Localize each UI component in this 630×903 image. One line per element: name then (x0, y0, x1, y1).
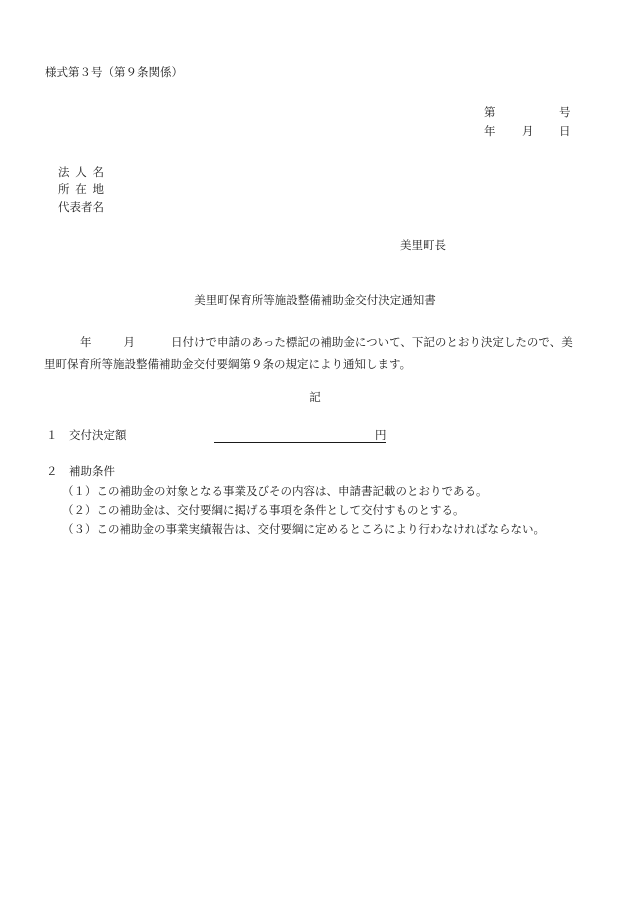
amount-underline (214, 442, 386, 443)
condition-2: （２）この補助金は、交付要綱に掲げる事項を条件として交付すものとする。 (62, 503, 465, 517)
condition-3: （３）この補助金の事業実績報告は、交付要綱に定めるところにより行わなければならない。 (62, 522, 545, 536)
body-paragraph (44, 331, 592, 375)
item-1-label: 交付決定額 (69, 428, 127, 442)
ki-heading: 記 (309, 390, 321, 404)
body-line-2: 里町保育所等施設整備補助金交付要綱第９条の規定により通知します。 (44, 357, 412, 371)
document-title: 美里町保育所等施設整備補助金交付決定通知書 (194, 293, 436, 307)
body-line-1 (44, 331, 592, 353)
date-year-label: 年 (484, 124, 496, 138)
item-2-label: 補助条件 (69, 464, 115, 478)
body-line-1-text: 日付けで申請のあった標記の補助金について、下記のとおり決定したので、美 (171, 335, 573, 349)
condition-1: （１）この補助金の対象となる事業及びその内容は、申請書記載のとおりである。 (62, 484, 488, 498)
form-label: 様式第３号（第９条関係） (45, 65, 183, 79)
document-number-prefix: 第 (484, 105, 496, 119)
date-day-label: 日 (559, 124, 571, 138)
item-1-number: １ (46, 428, 58, 442)
recipient-representative-label: 代表者名 (58, 200, 104, 214)
amount-unit: 円 (375, 428, 387, 442)
recipient-corporation-label: 法人名 (58, 165, 110, 179)
body-month-label: 月 (123, 335, 135, 349)
issuer-name: 美里町長 (400, 238, 446, 252)
date-month-label: 月 (522, 124, 534, 138)
recipient-address-label: 所在地 (58, 182, 110, 196)
document-number-suffix: 号 (559, 105, 571, 119)
body-year-label: 年 (80, 335, 92, 349)
item-2-number: ２ (46, 464, 58, 478)
